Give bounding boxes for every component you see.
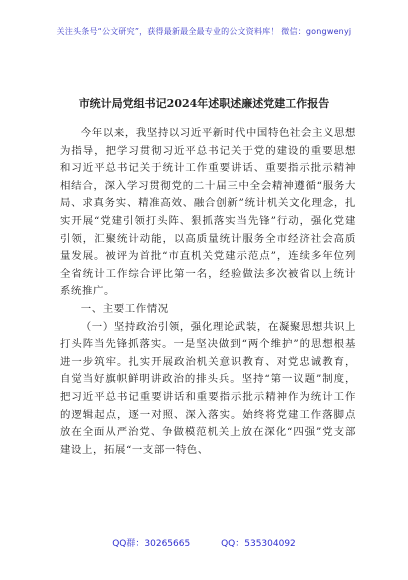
paragraph-intro: 今年以来，我坚持以习近平新时代中国特色社会主义思想为指导，把学习贯彻习近平总书记关于党的建设的重要思想和习近平总书记关于统计工作重要讲话、重要指示批示精神相结合，深入学习贯彻党的二十届三中全会精神遵循“服务大局、求真务实、精准高效、融合创新”统计机关文化理念，扎实开展“党建引领打头阵、狠抓落实当先锋”行动，强化党建引领，汇聚统计动能，以高质量统计服务全市经济社会高质量发展。被评为首批“市直机关党建示范点”，连续多年位列全省统计工作综合评比第一名，经验做法多次被省以上统计系统推广。 bbox=[60, 127, 356, 298]
section-heading: 一、主要工作情况 bbox=[80, 302, 169, 315]
document-body bbox=[60, 125, 356, 459]
footer-qq-group: QQ群：30265665 bbox=[112, 539, 191, 549]
footer-contact bbox=[0, 536, 408, 549]
header-banner: 关注头条号“公文研究”，获得最新最全最专业的公文资料库！ 微信：gongwenyj bbox=[56, 27, 352, 36]
paragraph-section-1: （一）坚持政治引领，强化理论武装，在凝聚思想共识上打头阵当先锋抓落实。一是坚决做到“两个维护”的思想根基进一步筑牢。扎实开展政治机关意识教育、对党忠诚教育，自觉当好旗帜鲜明讲政治的排头兵。坚持“第一议题”制度，把习近平总书记重要讲话和重要指示批示精神作为统计工作的逻辑起点，逐一对照、深入落实。始终将党建工作落脚点放在全面从严治党、争做模范机关上放在深化“四强”党支部建设上，拓展“一支部一特色、 bbox=[60, 320, 356, 456]
footer-qq: QQ：535304092 bbox=[221, 539, 296, 549]
document-title: 市统计局党组书记2024年述职述廉述党建工作报告 bbox=[78, 97, 330, 110]
